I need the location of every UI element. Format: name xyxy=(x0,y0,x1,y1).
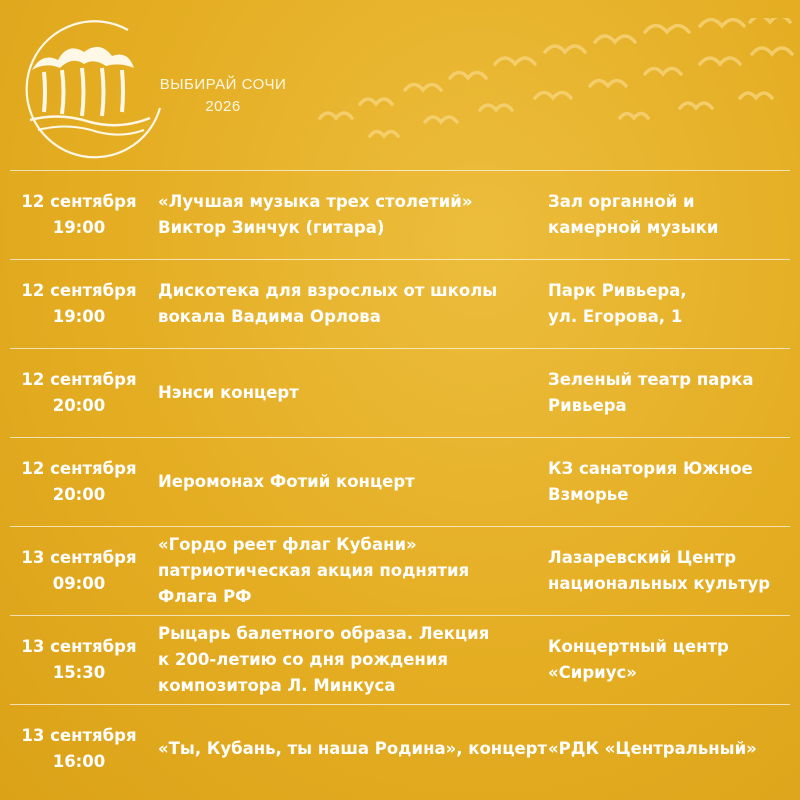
event-title xyxy=(158,260,533,348)
brand-title xyxy=(148,74,298,118)
header xyxy=(0,0,800,170)
event-venue-line: ул. Егорова, 1 xyxy=(548,307,683,326)
event-datetime xyxy=(10,616,148,704)
event-title xyxy=(158,438,533,526)
event-title xyxy=(158,527,533,615)
event-venue xyxy=(548,260,790,348)
event-date: 13 сентября xyxy=(21,637,137,656)
event-time: 16:00 xyxy=(52,752,106,771)
event-datetime xyxy=(10,349,148,437)
event-date: 13 сентября xyxy=(21,548,137,567)
event-title-line: композитора Л. Минкуса xyxy=(158,676,396,695)
event-venue-line: Зеленый театр парка xyxy=(548,370,754,389)
event-venue-line: Концертный центр xyxy=(548,637,729,656)
event-time: 15:30 xyxy=(52,663,106,682)
event-venue-line: Лазаревский Центр xyxy=(548,548,737,567)
event-row xyxy=(10,259,790,348)
event-venue xyxy=(548,705,790,793)
event-venue xyxy=(548,527,790,615)
event-time: 20:00 xyxy=(52,485,106,504)
event-venue xyxy=(548,438,790,526)
event-time: 20:00 xyxy=(52,396,106,415)
event-datetime xyxy=(10,171,148,259)
event-date: 13 сентября xyxy=(21,726,137,745)
event-title-line: «Ты, Кубань, ты наша Родина», концерт xyxy=(158,739,548,758)
event-time: 19:00 xyxy=(52,218,106,237)
event-title-line: Флага РФ xyxy=(158,587,252,606)
event-venue-line: «Сириус» xyxy=(548,663,637,682)
brand-line-2: 2026 xyxy=(205,98,241,115)
event-title-line: патриотическая акция поднятия xyxy=(158,561,470,580)
event-venue xyxy=(548,616,790,704)
event-datetime xyxy=(10,260,148,348)
event-title xyxy=(158,616,533,704)
event-venue-line: камерной музыки xyxy=(548,218,719,237)
event-title-line: к 200-летию со дня рождения xyxy=(158,650,448,669)
event-datetime xyxy=(10,705,148,793)
event-date: 12 сентября xyxy=(21,281,137,300)
event-datetime xyxy=(10,527,148,615)
sochi-logo-icon xyxy=(10,12,170,162)
brand-line-1: ВЫБИРАЙ СОЧИ xyxy=(159,76,287,93)
event-row xyxy=(10,704,790,793)
event-title-line: Виктор Зинчук (гитара) xyxy=(158,218,385,237)
event-venue xyxy=(548,349,790,437)
event-title-line: Нэнси концерт xyxy=(158,383,299,402)
event-title-line: Дискотека для взрослых от школы xyxy=(158,281,498,300)
event-date: 12 сентября xyxy=(21,370,137,389)
event-row xyxy=(10,526,790,615)
event-title-line: «Гордо реет флаг Кубани» xyxy=(158,535,417,554)
event-title-line: Иеромонах Фотий концерт xyxy=(158,472,415,491)
event-venue-line: «РДК «Центральный» xyxy=(548,739,757,758)
event-venue-line: Взморье xyxy=(548,485,629,504)
event-time: 09:00 xyxy=(52,574,106,593)
event-venue xyxy=(548,171,790,259)
event-date: 12 сентября xyxy=(21,459,137,478)
event-title-line: Рыцарь балетного образа. Лекция xyxy=(158,624,490,643)
event-venue-line: Парк Ривьера, xyxy=(548,281,687,300)
event-date: 12 сентября xyxy=(21,192,137,211)
event-venue-line: национальных культур xyxy=(548,574,771,593)
event-venue-line: Зал органной и xyxy=(548,192,695,211)
event-title xyxy=(158,349,533,437)
events-table xyxy=(10,170,790,793)
event-title xyxy=(158,705,548,793)
event-row xyxy=(10,615,790,704)
event-venue-line: Ривьера xyxy=(548,396,627,415)
event-title-line: вокала Вадима Орлова xyxy=(158,307,381,326)
event-row xyxy=(10,348,790,437)
event-datetime xyxy=(10,438,148,526)
event-venue-line: КЗ санатория Южное xyxy=(548,459,753,478)
seagulls-decoration-icon xyxy=(300,18,800,148)
event-title-line: «Лучшая музыка трех столетий» xyxy=(158,192,473,211)
event-time: 19:00 xyxy=(52,307,106,326)
event-row xyxy=(10,170,790,259)
event-title xyxy=(158,171,533,259)
event-row xyxy=(10,437,790,526)
